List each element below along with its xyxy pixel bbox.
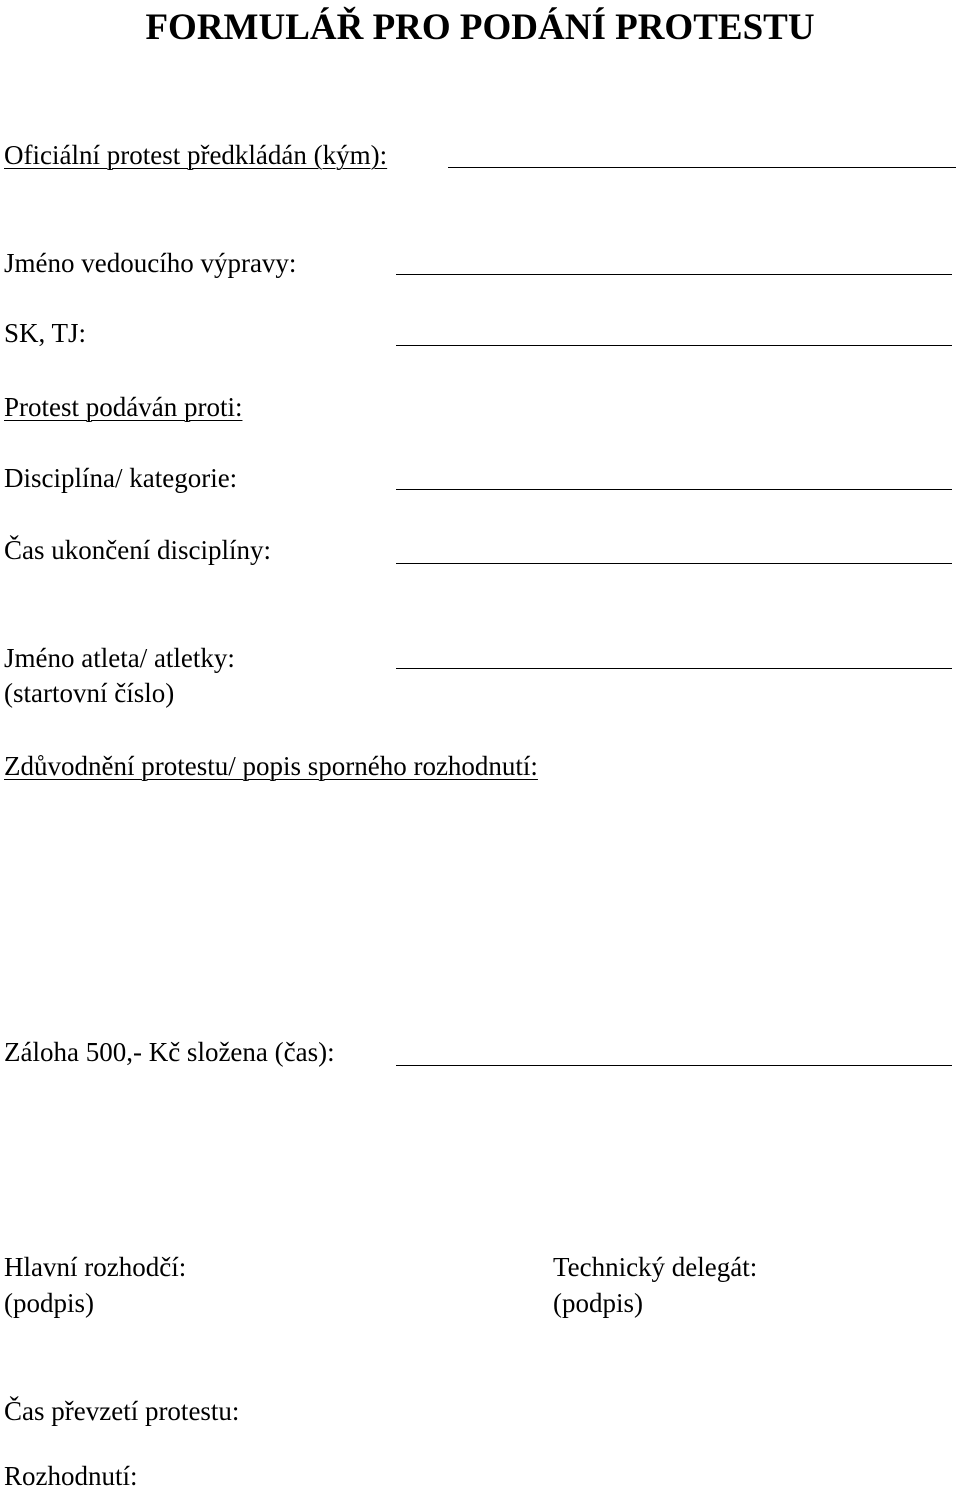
discipline-field[interactable]: [396, 489, 952, 490]
justification-area[interactable]: [4, 790, 952, 1020]
deposit-field[interactable]: [396, 1065, 952, 1066]
deposit-label: Záloha 500,- Kč složena (čas):: [4, 1037, 335, 1067]
chief-referee-signature-note: (podpis): [4, 1288, 94, 1318]
official-protest-field[interactable]: [448, 167, 956, 168]
form-title: FORMULÁŘ PRO PODÁNÍ PROTESTU: [145, 7, 815, 48]
technical-delegate-title: Technický delegát:: [553, 1252, 758, 1282]
technical-delegate-signature-note: (podpis): [553, 1288, 643, 1318]
discipline-end-time-field[interactable]: [396, 563, 952, 564]
team-leader-label: Jméno vedoucího výpravy:: [4, 248, 297, 278]
athlete-name-label: Jméno atleta/ atletky:: [4, 643, 235, 673]
chief-referee-label: [4, 1249, 186, 1321]
chief-referee-title: Hlavní rozhodčí:: [4, 1252, 187, 1282]
club-field[interactable]: [396, 345, 952, 346]
discipline-label: Disciplína/ kategorie:: [4, 463, 238, 493]
takeover-time-label: Čas převzetí protestu:: [4, 1396, 240, 1426]
club-label: SK, TJ:: [4, 318, 87, 348]
technical-delegate-label: [553, 1249, 757, 1321]
team-leader-field[interactable]: [396, 274, 952, 275]
discipline-end-time-label: Čas ukončení disciplíny:: [4, 535, 271, 565]
official-protest-label: Oficiální protest předkládán (kým):: [4, 140, 388, 170]
protest-against-label: Protest podáván proti:: [4, 392, 243, 422]
decision-label: Rozhodnutí:: [4, 1461, 138, 1491]
start-number-label: (startovní číslo): [4, 678, 175, 708]
athlete-name-field[interactable]: [396, 668, 952, 669]
justification-label: Zdůvodnění protestu/ popis sporného rozhodnutí:: [4, 751, 538, 781]
